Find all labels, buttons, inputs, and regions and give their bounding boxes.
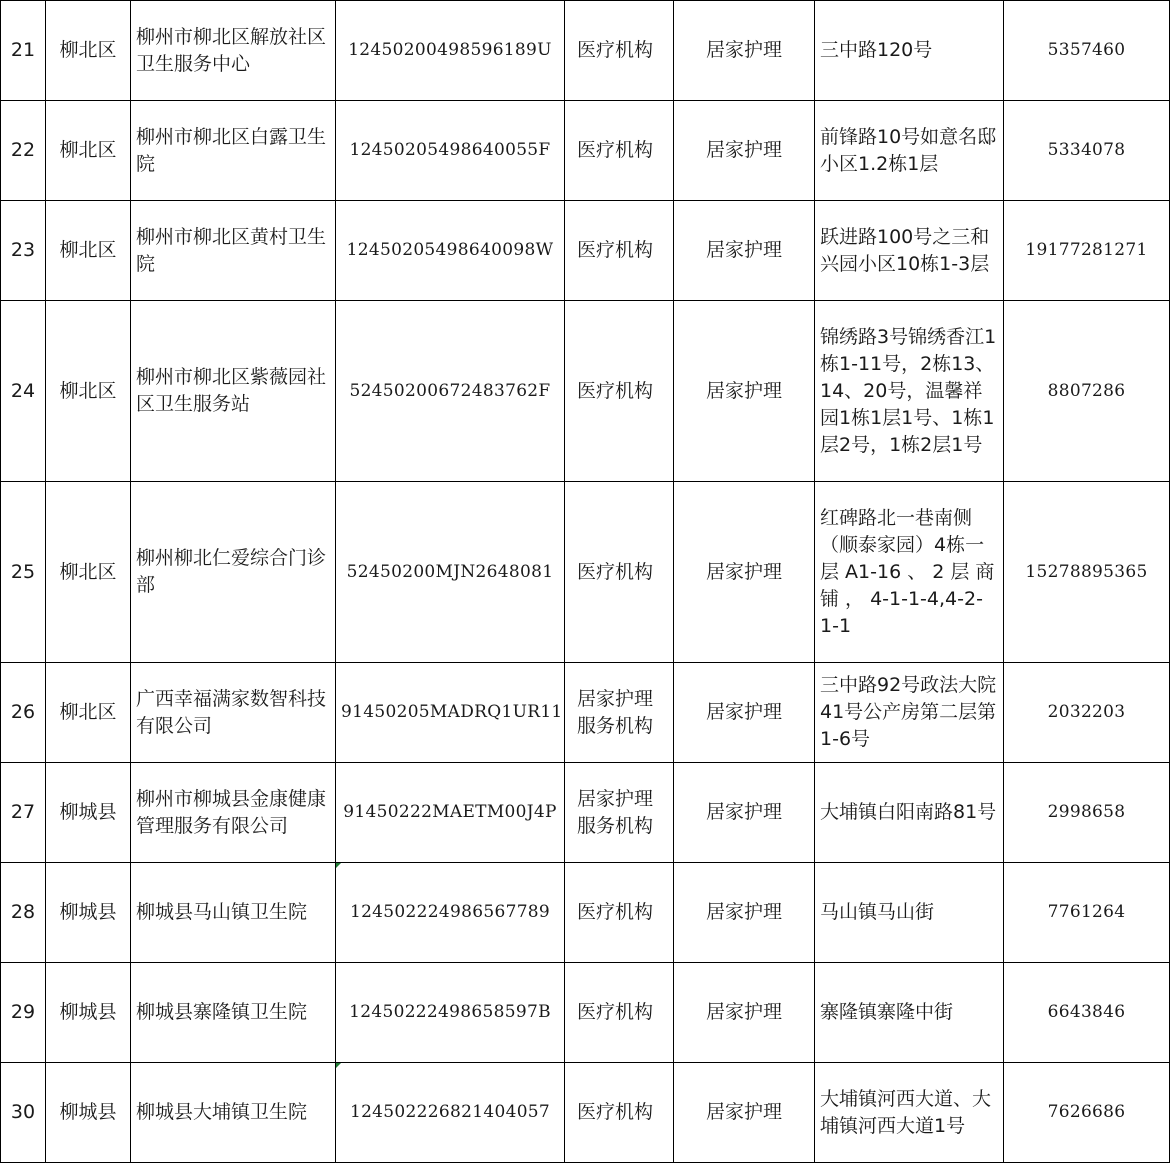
institution-type-cell: 医疗机构 <box>565 201 674 301</box>
phone-cell: 7626686 <box>1004 1063 1170 1163</box>
table-row <box>1 863 1170 963</box>
service-type-cell: 居家护理 <box>674 301 815 482</box>
credit-code-cell: 12450205498640055F <box>336 101 565 201</box>
phone-cell: 7761264 <box>1004 863 1170 963</box>
service-type-cell: 居家护理 <box>674 763 815 863</box>
table-row <box>1 101 1170 201</box>
address-cell: 马山镇马山街 <box>815 863 1004 963</box>
row-number: 24 <box>1 301 46 482</box>
service-type-cell: 居家护理 <box>674 963 815 1063</box>
table-body <box>1 1 1170 1163</box>
table-row <box>1 1063 1170 1163</box>
credit-code-cell: 52450200MJN2648081 <box>336 482 565 663</box>
row-number: 22 <box>1 101 46 201</box>
table-row <box>1 663 1170 763</box>
table-row <box>1 301 1170 482</box>
district-cell: 柳城县 <box>46 1063 131 1163</box>
district-cell: 柳北区 <box>46 101 131 201</box>
district-cell: 柳北区 <box>46 1 131 101</box>
institution-name-cell: 柳州市柳北区白露卫生院 <box>131 101 336 201</box>
row-number: 27 <box>1 763 46 863</box>
institution-name-cell: 柳城县马山镇卫生院 <box>131 863 336 963</box>
address-cell: 跃进路100号之三和兴园小区10栋1-3层 <box>815 201 1004 301</box>
credit-code-cell: 12450200498596189U <box>336 1 565 101</box>
cell-comment-marker <box>336 863 341 868</box>
phone-cell: 19177281271 <box>1004 201 1170 301</box>
credit-code-cell: 12450205498640098W <box>336 201 565 301</box>
institution-name-cell: 柳州市柳北区解放社区卫生服务中心 <box>131 1 336 101</box>
district-cell: 柳城县 <box>46 863 131 963</box>
table-row <box>1 201 1170 301</box>
phone-cell: 5334078 <box>1004 101 1170 201</box>
institution-type-cell: 医疗机构 <box>565 301 674 482</box>
institution-type-cell: 居家护理服务机构 <box>565 763 674 863</box>
address-cell: 三中路120号 <box>815 1 1004 101</box>
institution-name-cell: 柳城县寨隆镇卫生院 <box>131 963 336 1063</box>
cell-comment-marker <box>336 1063 341 1068</box>
table-row <box>1 763 1170 863</box>
institution-name-cell: 柳州柳北仁爱综合门诊部 <box>131 482 336 663</box>
institution-type-cell: 医疗机构 <box>565 482 674 663</box>
address-cell: 红碑路北一巷南侧（顺泰家园）4栋一层 A1-16 、 2 层 商 铺 ， 4-1-1-4,4-2-1-1 <box>815 482 1004 663</box>
district-cell: 柳城县 <box>46 763 131 863</box>
service-type-cell: 居家护理 <box>674 1 815 101</box>
address-cell: 大埔镇白阳南路81号 <box>815 763 1004 863</box>
row-number: 30 <box>1 1063 46 1163</box>
institution-name-cell: 柳州市柳北区黄村卫生院 <box>131 201 336 301</box>
district-cell: 柳城县 <box>46 963 131 1063</box>
credit-code-cell: 91450205MADRQ1UR11 <box>336 663 565 763</box>
institution-type-cell: 医疗机构 <box>565 863 674 963</box>
institution-name-cell: 柳州市柳北区紫薇园社区卫生服务站 <box>131 301 336 482</box>
phone-cell: 5357460 <box>1004 1 1170 101</box>
table-row <box>1 963 1170 1063</box>
phone-cell: 6643846 <box>1004 963 1170 1063</box>
district-cell: 柳北区 <box>46 301 131 482</box>
institution-name-cell: 柳州市柳城县金康健康管理服务有限公司 <box>131 763 336 863</box>
institution-name-cell: 柳城县大埔镇卫生院 <box>131 1063 336 1163</box>
row-number: 23 <box>1 201 46 301</box>
district-cell: 柳北区 <box>46 663 131 763</box>
address-cell: 三中路92号政法大院41号公产房第二层第1-6号 <box>815 663 1004 763</box>
credit-code-cell: 124502226821404057 <box>336 1063 565 1163</box>
service-type-cell: 居家护理 <box>674 482 815 663</box>
credit-code-cell: 52450200672483762F <box>336 301 565 482</box>
service-type-cell: 居家护理 <box>674 663 815 763</box>
phone-cell: 2998658 <box>1004 763 1170 863</box>
address-cell: 寨隆镇寨隆中街 <box>815 963 1004 1063</box>
phone-cell: 8807286 <box>1004 301 1170 482</box>
row-number: 28 <box>1 863 46 963</box>
service-type-cell: 居家护理 <box>674 1063 815 1163</box>
table-row <box>1 1 1170 101</box>
credit-code-cell: 91450222MAETM00J4P <box>336 763 565 863</box>
service-type-cell: 居家护理 <box>674 101 815 201</box>
address-cell: 大埔镇河西大道、大埔镇河西大道1号 <box>815 1063 1004 1163</box>
phone-cell: 2032203 <box>1004 663 1170 763</box>
institution-type-cell: 居家护理服务机构 <box>565 663 674 763</box>
district-cell: 柳北区 <box>46 201 131 301</box>
row-number: 29 <box>1 963 46 1063</box>
service-type-cell: 居家护理 <box>674 201 815 301</box>
row-number: 26 <box>1 663 46 763</box>
institution-type-cell: 医疗机构 <box>565 1063 674 1163</box>
institution-type-cell: 医疗机构 <box>565 1 674 101</box>
institution-type-cell: 医疗机构 <box>565 963 674 1063</box>
table-row <box>1 482 1170 663</box>
address-cell: 前锋路10号如意名邸小区1.2栋1层 <box>815 101 1004 201</box>
address-cell: 锦绣路3号锦绣香江1栋1-11号，2栋13、14、20号，温馨祥园1栋1层1号、1栋1层2号，1栋2层1号 <box>815 301 1004 482</box>
institution-name-cell: 广西幸福满家数智科技有限公司 <box>131 663 336 763</box>
service-type-cell: 居家护理 <box>674 863 815 963</box>
phone-cell: 15278895365 <box>1004 482 1170 663</box>
credit-code-cell: 124502224986567789 <box>336 863 565 963</box>
row-number: 21 <box>1 1 46 101</box>
district-cell: 柳北区 <box>46 482 131 663</box>
credit-code-cell: 12450222498658597B <box>336 963 565 1063</box>
institution-type-cell: 医疗机构 <box>565 101 674 201</box>
row-number: 25 <box>1 482 46 663</box>
